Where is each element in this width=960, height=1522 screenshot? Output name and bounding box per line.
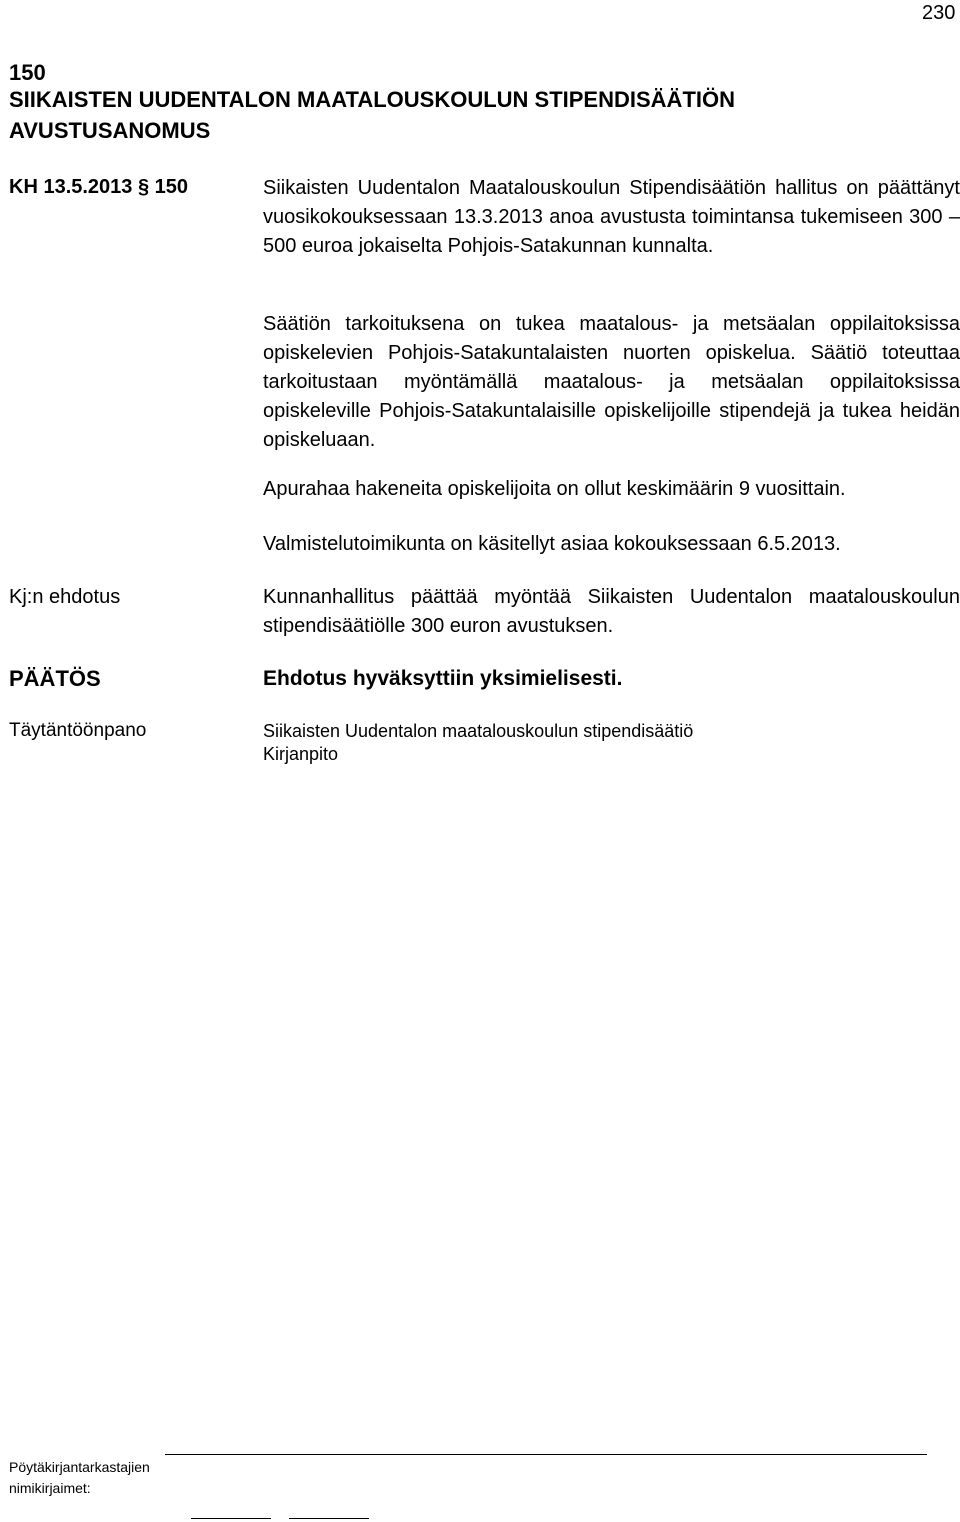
initials-line-2 [289, 1518, 369, 1519]
footer-label-line2: nimikirjaimet: [9, 1480, 91, 1496]
recipient-foundation: Siikaisten Uudentalon maatalouskoulun stipendisäätiö [263, 721, 694, 741]
meeting-reference: KH 13.5.2013 § 150 [9, 176, 189, 198]
case-number: 150 [9, 60, 46, 85]
recipient-accounting: Kirjanpito [263, 744, 339, 764]
proposal-text: Kunnanhallitus päättää myöntää Siikaisten Uudentalon maatalouskoulun stipendisäätiölle 300 euron avustuksen. [263, 586, 960, 637]
proposal-label: Kj:n ehdotus [9, 586, 121, 608]
decision-text: Ehdotus hyväksyttiin yksimielisesti. [263, 667, 623, 690]
paragraph-foundation-purpose: Säätiön tarkoituksena on tukea maatalous- ja metsäalan oppilaitoksissa opiskelevien Pohjois-Satakuntalaisten nuorten opiskelua. Säätiö toteuttaa tarkoitustaan myöntämällä maatalous- ja metsäalan oppilaitoksissa opiskeleville Pohjois-Satakuntalaisille opiskelijoille stipendejä ja tukea heidän opiskeluaan. [263, 313, 960, 451]
decision-label: PÄÄTÖS [9, 666, 101, 691]
footer-label-line1: Pöytäkirjantarkastajien [9, 1459, 150, 1475]
paragraph-applicants: Apurahaa hakeneita opiskelijoita on ollut keskimäärin 9 vuosittain. [263, 478, 846, 500]
case-title-line2: AVUSTUSANOMUS [9, 118, 211, 143]
footer-divider [165, 1454, 927, 1455]
case-title-line1: SIIKAISTEN UUDENTALON MAATALOUSKOULUN STIPENDISÄÄTIÖN [9, 87, 735, 112]
initials-line-1 [191, 1518, 271, 1519]
footer-initials-label [9, 1457, 150, 1499]
paragraph-board-request: Siikaisten Uudentalon Maatalouskoulun Stipendisäätiön hallitus on päättänyt vuosikokouksessaan 13.3.2013 anoa avustusta toimintansa tukemiseen 300 – 500 euroa jokaiselta Pohjois-Satakunnan kunnalta. [263, 177, 960, 257]
paragraph-preparation: Valmistelutoimikunta on käsitellyt asiaa kokouksessaan 6.5.2013. [263, 533, 841, 555]
execution-recipients [263, 720, 960, 766]
execution-label: Täytäntöönpano [9, 720, 147, 741]
page-number: 230 [922, 2, 956, 24]
